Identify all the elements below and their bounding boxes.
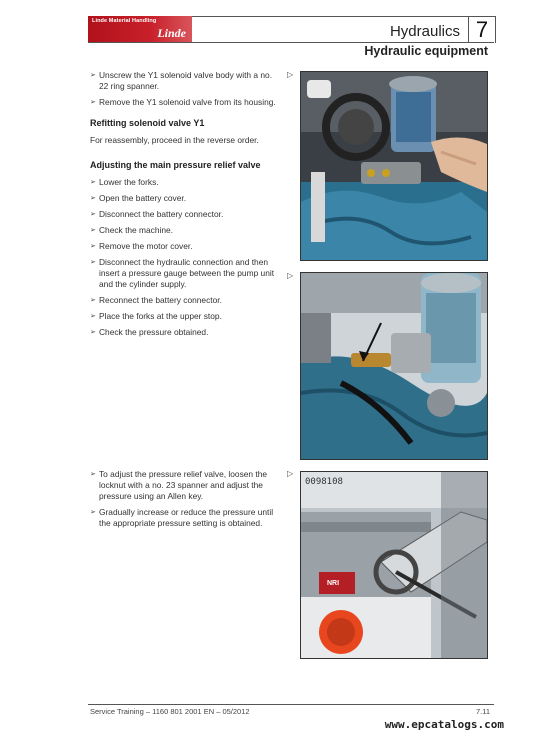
list-item: ➢ Remove the motor cover.: [90, 241, 282, 252]
photo3-label-top: 0098108: [305, 477, 343, 487]
header-underline: [88, 42, 494, 43]
triangle-pointer-icon: ▷: [287, 271, 294, 280]
linde-logo: [88, 16, 192, 42]
removal-steps: [90, 70, 282, 108]
list-item: ➢ To adjust the pressure relief valve, loosen the locknut with a no. 23 spanner and adjust the pressure using an Allen key.: [90, 469, 282, 502]
chapter-box: [468, 16, 496, 43]
list-item: ➢ Gradually increase or reduce the pressure until the appropriate pressure setting is obtained.: [90, 507, 282, 529]
photo-solenoid-valve: [300, 71, 488, 261]
section-title: Hydraulics: [389, 23, 460, 40]
chapter-number: 7: [475, 17, 489, 42]
adjust-heading: Adjusting the main pressure relief valve: [90, 160, 261, 170]
pressure-steps: [90, 469, 282, 529]
list-item: ➢ Disconnect the battery connector.: [90, 209, 282, 220]
list-item: ➢ Lower the forks.: [90, 177, 282, 188]
photo-pressure-gauge: [300, 272, 488, 460]
page-subtitle: Hydraulic equipment: [364, 44, 488, 58]
footer-text: Service Training – 1160 801 2001 EN – 05/2012: [90, 707, 250, 716]
block3-text: [90, 469, 282, 534]
list-item: ➢ Unscrew the Y1 solenoid valve body with a no. 22 ring spanner.: [90, 70, 282, 92]
photo-pressure-illustration: [301, 273, 487, 459]
list-item: ➢ Remove the Y1 solenoid valve from its housing.: [90, 97, 282, 108]
list-item: ➢ Reconnect the battery connector.: [90, 295, 282, 306]
refit-text: For reassembly, proceed in the reverse order.: [90, 135, 259, 145]
refit-heading: Refitting solenoid valve Y1: [90, 118, 205, 128]
list-item: ➢ Disconnect the hydraulic connection and then insert a pressure gauge between the pump unit and the cylinder supply.: [90, 257, 282, 290]
triangle-pointer-icon: ▷: [287, 469, 294, 478]
photo3-plate: NRI: [327, 580, 340, 587]
triangle-pointer-icon: ▷: [287, 70, 294, 79]
footer-page-number: 7.11: [475, 707, 490, 716]
list-item: ➢ Place the forks at the upper stop.: [90, 311, 282, 322]
block1-text: [90, 70, 282, 343]
adjust-steps: [90, 177, 282, 338]
logo-brand: Linde: [157, 26, 186, 40]
list-item: ➢ Open the battery cover.: [90, 193, 282, 204]
watermark: www.epcatalogs.com: [384, 718, 504, 731]
photo-solenoid-illustration: [301, 72, 487, 260]
footer-rule: [88, 704, 494, 705]
photo-relief-illustration: [301, 472, 487, 658]
photo-relief-valve-adjust: [300, 471, 488, 659]
list-item: ➢ Check the machine.: [90, 225, 282, 236]
list-item: ➢ Check the pressure obtained.: [90, 327, 282, 338]
logo-small-text: Linde Material Handling: [92, 18, 157, 24]
